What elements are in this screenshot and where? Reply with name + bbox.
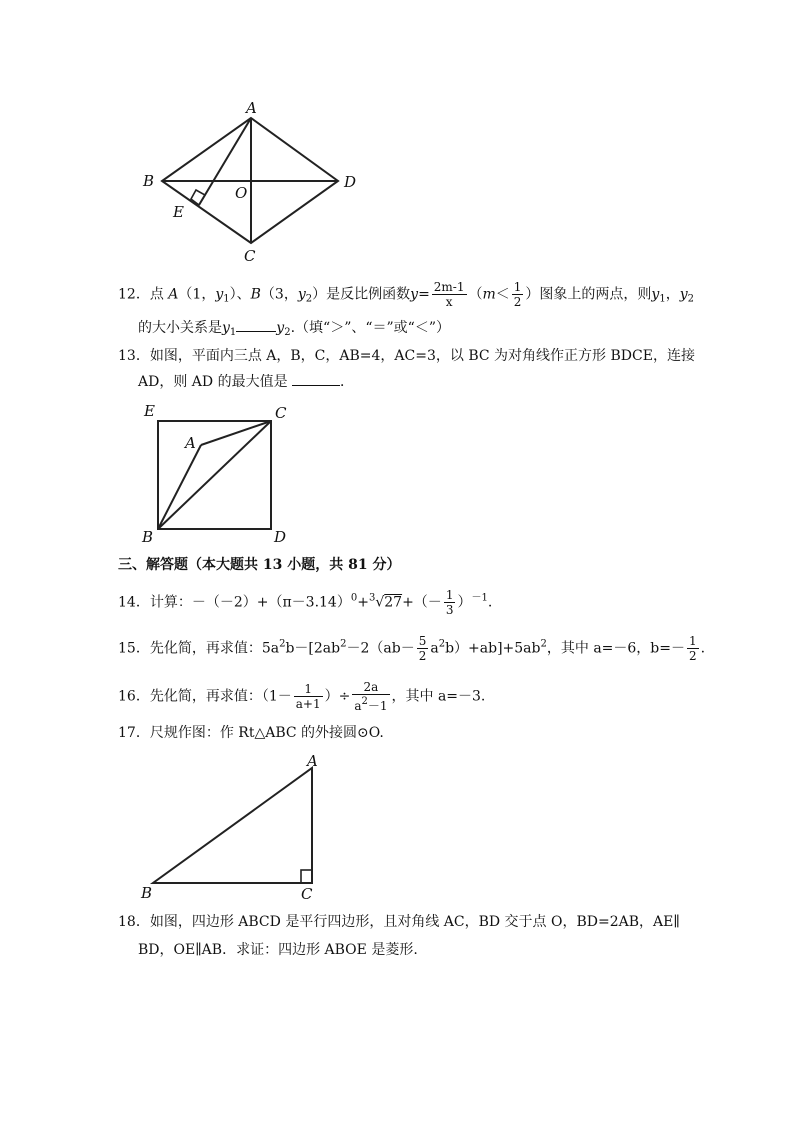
fraction-one-third: $\frac{1}{3}$ — [445, 588, 454, 617]
label-a: A — [246, 99, 257, 117]
label-b: B — [142, 528, 154, 546]
question-13-line1: 13．如图，平面内三点 A，B，C，AB=4，AC=3，以 BC 为对角线作正方形 BDCE，连接 — [118, 348, 695, 364]
square-figure — [138, 400, 298, 550]
label-c: C — [244, 247, 256, 265]
fraction-one-half-b: $\frac{1}{2}$ — [689, 634, 697, 663]
radical-sign: √ — [375, 594, 385, 611]
section-3-heading: 三、解答题（本大题共 13 小题，共 81 分） — [118, 557, 401, 573]
answer-blank-12 — [236, 331, 276, 332]
right-triangle-figure — [135, 748, 335, 903]
segment-ba — [158, 445, 201, 529]
right-angle-mark — [301, 870, 312, 883]
question-12-line1: 12．点 A（1，$y_1$）、B（3，$y_2$）是反比例函数y= $\frac{2m-1}{x}$ （m＜ $\frac{1}{2}$ ）图象上的两点，则$y_1$，$y_2$ — [118, 280, 695, 309]
question-15: 15．先化简，再求值：$5a^2b-[2ab^2-2(ab-$ $\frac{5}{2}$ $a^2b)+ab]+5ab^2$，其中 a=－6，b=－ $\frac{1}{2}$ . — [118, 634, 706, 663]
label-c: C — [275, 404, 287, 422]
label-a: A — [185, 434, 196, 452]
fraction-2m-1-over-x: $\frac{2m-1}{x}$ — [433, 280, 465, 309]
label-e: E — [144, 402, 155, 420]
question-16: 16．先化简，再求值：（1－ $\frac{1}{a+1}$ ）÷ $\frac{2a}{a^2-1}$ ，其中 a=－3. — [118, 680, 486, 713]
label-d: D — [344, 173, 357, 191]
segment-ac — [201, 421, 271, 445]
fraction-2a-over-a2-minus-1: $\frac{2a}{a^2-1}$ — [354, 680, 388, 713]
question-17: 17．尺规作图：作 Rt△ABC 的外接圆⊙O. — [118, 725, 384, 741]
fraction-one-half: $\frac{1}{2}$ — [513, 280, 522, 309]
rhombus-figure — [135, 95, 375, 265]
triangle-abc — [153, 768, 312, 883]
label-o: O — [235, 184, 248, 202]
answer-blank-13 — [292, 385, 340, 386]
label-d: D — [274, 528, 287, 546]
fraction-five-halves: $\frac{5}{2}$ — [418, 634, 427, 663]
label-e: E — [173, 203, 184, 221]
label-b: B — [141, 884, 153, 902]
label-c: C — [301, 885, 313, 903]
question-18-line1: 18．如图，四边形 ABCD 是平行四边形，且对角线 AC，BD 交于点 O，BD=2AB，AE∥ — [118, 914, 680, 930]
question-12-line2: 的大小关系是$y_1$ $y_2$.（填“＞”、“＝”或“＜”） — [138, 320, 450, 338]
question-13-line2: AD，则 AD 的最大值是 ． — [138, 374, 355, 390]
label-a: A — [307, 752, 318, 770]
question-14: 14．计算：$-(-2)+(\pi-3.14)^0+^3√27+(-$ $\frac{1}{3}$ ）$^{-1}$. — [118, 588, 493, 617]
diagonal-bc — [158, 421, 271, 529]
label-b: B — [143, 172, 155, 190]
fraction-1-over-a-plus-1: $\frac{1}{a+1}$ — [295, 682, 321, 711]
question-18-line2: BD，OE∥AB．求证：四边形 ABOE 是菱形. — [138, 942, 418, 958]
